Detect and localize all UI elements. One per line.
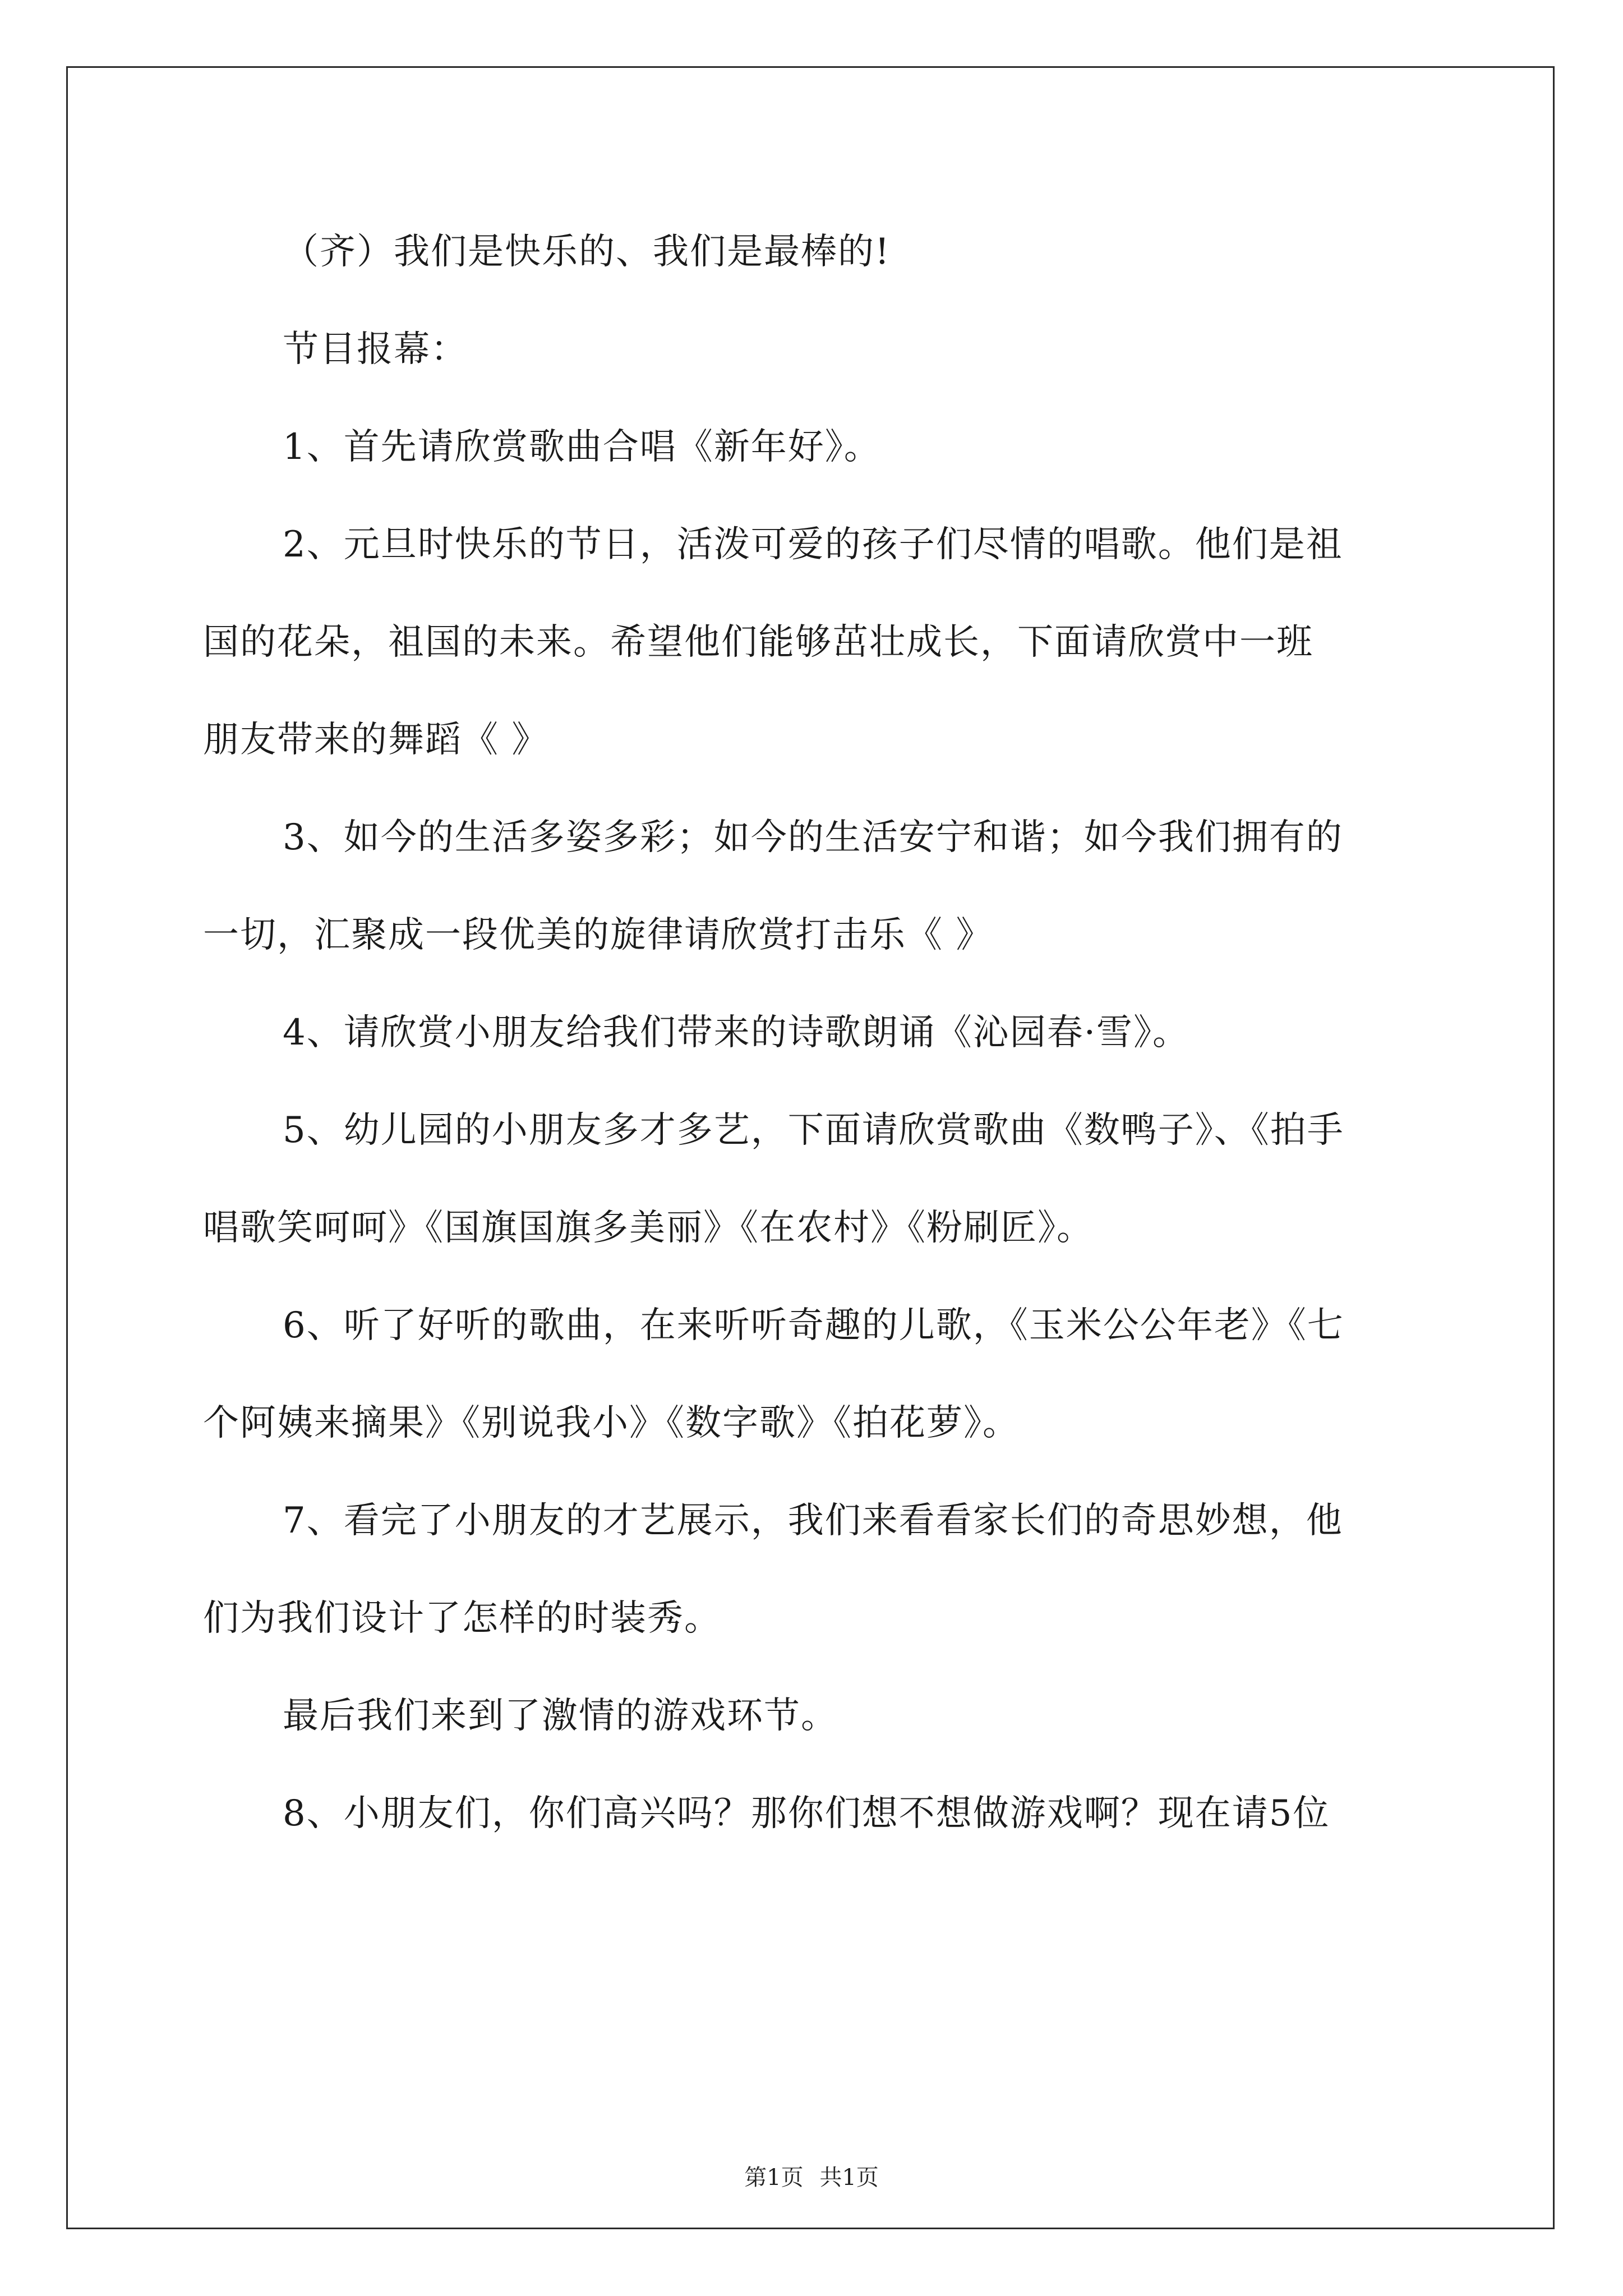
text-line-7: 3、如今的生活多姿多彩；如今的生活安宁和谐；如今我们拥有的 — [283, 817, 1343, 858]
text-line-14: 7、看完了小朋友的才艺展示，我们来看看家长们的奇思妙想，他 — [283, 1500, 1343, 1542]
text-line-5: 国的花朵，祖国的未来。希望他们能够茁壮成长，下面请欣赏中一班 — [203, 622, 1313, 663]
text-line-2: 节目报幕： — [283, 329, 468, 370]
text-line-9: 4、请欣赏小朋友给我们带来的诗歌朗诵《沁园春·雪》。 — [283, 1012, 1190, 1053]
text-line-13: 个阿姨来摘果》《别说我小》《数字歌》《拍花萝》。 — [203, 1402, 1020, 1444]
text-line-12: 6、听了好听的歌曲，在来听听奇趣的儿歌，《玉米公公年老》《七 — [283, 1305, 1344, 1346]
text-line-11: 唱歌笑呵呵》《国旗国旗多美丽》《在农村》《粉刷匠》。 — [203, 1207, 1094, 1249]
text-line-3: 1、首先请欣赏歌曲合唱《新年好》。 — [283, 426, 881, 468]
text-line-8: 一切，汇聚成一段优美的旋律请欣赏打击乐《 》 — [203, 914, 993, 956]
page-total: 共1页 — [819, 2165, 879, 2191]
text-line-10: 5、幼儿园的小朋友多才多艺，下面请欣赏歌曲《数鸭子》、《拍手 — [283, 1110, 1344, 1151]
document-body — [203, 203, 1427, 1862]
text-line-1: （齐）我们是快乐的、我们是最棒的! — [283, 231, 891, 273]
page-number: 第1页 — [744, 2165, 804, 2191]
text-line-4: 2、元旦时快乐的节日，活泼可爱的孩子们尽情的唱歌。他们是祖 — [283, 524, 1343, 565]
page-footer — [0, 2161, 1623, 2194]
text-line-16: 最后我们来到了激情的游戏环节。 — [283, 1695, 838, 1737]
text-line-6: 朋友带来的舞蹈《 》 — [203, 719, 549, 761]
text-line-17: 8、小朋友们，你们高兴吗？那你们想不想做游戏啊？现在请5位 — [283, 1793, 1330, 1834]
text-line-15: 们为我们设计了怎样的时装秀。 — [203, 1598, 721, 1639]
